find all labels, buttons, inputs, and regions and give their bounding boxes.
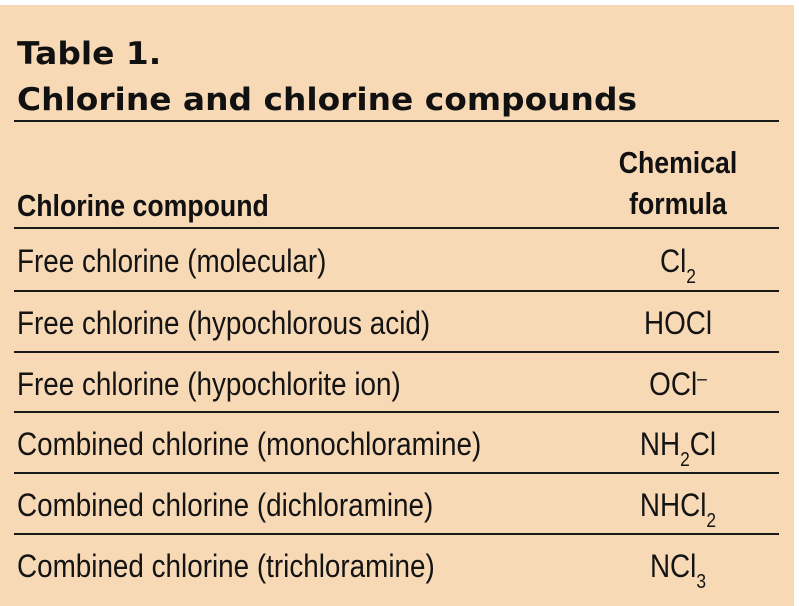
formula-tail: Cl — [689, 426, 717, 462]
formula-superscript: – — [697, 368, 707, 390]
row-divider — [14, 411, 779, 413]
compound-name: Free chlorine (hypochlorous acid) — [17, 305, 431, 341]
row-divider — [14, 351, 779, 353]
formula-base: NCl — [649, 548, 697, 584]
compound-name: Free chlorine (hypochlorite ion) — [17, 366, 401, 402]
chemical-formula — [600, 415, 757, 479]
formula-base: OCl — [649, 366, 698, 402]
compound-name: Combined chlorine (dichloramine) — [17, 487, 434, 523]
column-header-formula — [614, 142, 743, 224]
formula-subscript: 2 — [686, 266, 696, 288]
table-row — [0, 355, 794, 414]
header-rule — [14, 227, 779, 229]
formula-base: NH — [639, 426, 681, 462]
formula-base: Cl — [660, 243, 687, 279]
chemical-formula — [600, 294, 757, 353]
column-header-compound: Chlorine compound — [17, 188, 269, 223]
table-title-number: Table 1. — [17, 36, 162, 72]
row-divider — [14, 472, 779, 474]
chemical-formula — [600, 232, 757, 296]
row-divider — [14, 290, 779, 292]
title-rule — [14, 120, 779, 122]
compound-name: Combined chlorine (monochloramine) — [17, 426, 482, 462]
formula-base: NHCl — [639, 487, 707, 523]
table-title — [17, 31, 637, 123]
table-title-text: Chlorine and chlorine compounds — [17, 82, 638, 118]
table-row — [0, 537, 794, 596]
formula-subscript: 3 — [696, 571, 707, 593]
chemical-formula — [600, 537, 757, 601]
formula-subscript: 2 — [680, 449, 690, 471]
formula-subscript: 2 — [706, 510, 717, 532]
column-header-formula-line2: formula — [629, 186, 727, 221]
table-panel — [0, 5, 794, 606]
table-row — [0, 294, 794, 353]
compound-name: Combined chlorine (trichloramine) — [17, 548, 435, 584]
compound-name: Free chlorine (molecular) — [17, 243, 327, 279]
table-row — [0, 415, 794, 474]
formula-base: HOCl — [643, 305, 713, 341]
table-row — [0, 476, 794, 535]
chemical-formula — [600, 355, 757, 419]
column-header-formula-line1: Chemical — [618, 145, 738, 180]
table-row — [0, 232, 794, 291]
chemical-formula — [600, 476, 757, 540]
row-divider — [14, 533, 779, 535]
